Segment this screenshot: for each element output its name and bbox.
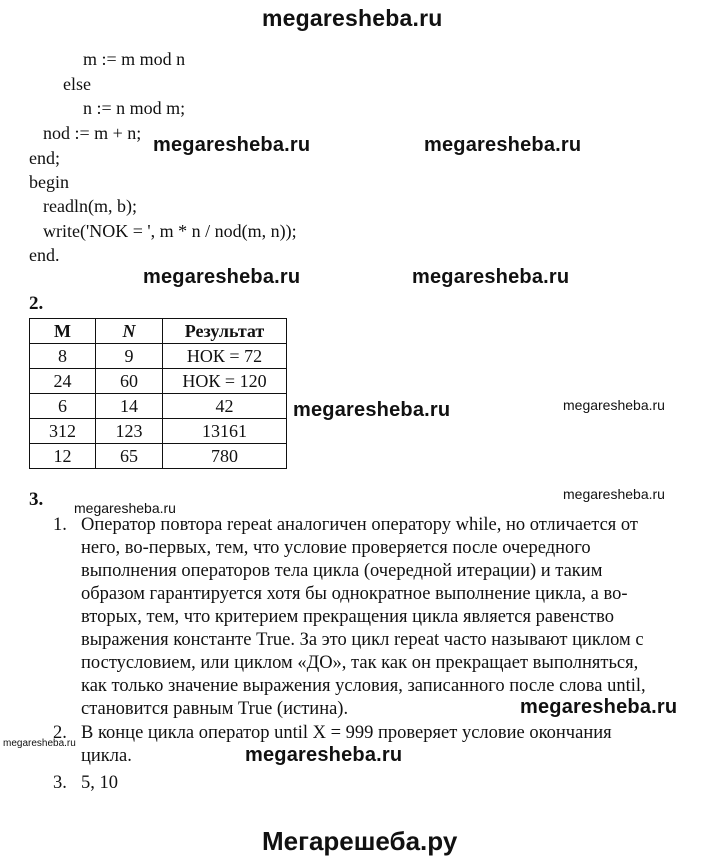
text-line: постусловием, или циклом «ДО», так как он прекращает выполняться, [81, 653, 639, 673]
watermark: megaresheba.ru [424, 134, 582, 156]
list-item-number: 2. [53, 723, 67, 743]
watermark: megaresheba.ru [143, 266, 301, 288]
table-cell: 780 [163, 444, 287, 469]
text-line: выражения константе True. За это цикл repeat часто называют циклом с [81, 630, 644, 650]
table-row [30, 394, 287, 419]
text-line: цикла. [81, 746, 132, 766]
code-line: begin [29, 172, 69, 192]
table-header-row [30, 319, 287, 344]
code-line: else [63, 74, 91, 94]
code-line: n := n mod m; [83, 98, 186, 118]
watermark: megaresheba.ru [563, 486, 665, 502]
table-cell: 312 [30, 419, 96, 444]
text-line: 5, 10 [81, 773, 118, 793]
column-header-n: N [96, 319, 163, 344]
watermark: megaresheba.ru [563, 397, 665, 413]
code-line: write('NOK = ', m * n / nod(m, n)); [43, 221, 297, 241]
watermark: megaresheba.ru [245, 744, 403, 766]
table-cell: 6 [30, 394, 96, 419]
list-item [53, 514, 646, 721]
list-item-number: 3. [53, 773, 67, 793]
table-cell: 8 [30, 344, 96, 369]
table-cell: 65 [96, 444, 163, 469]
table-cell: НОК = 120 [163, 369, 287, 394]
watermark: megaresheba.ru [520, 696, 678, 718]
column-header-result: Результат [163, 319, 287, 344]
text-line: него, во-первых, тем, что условие проверяется после очередного [81, 538, 591, 558]
watermark: megaresheba.ru [153, 134, 311, 156]
table-row [30, 344, 287, 369]
text-line: Оператор повтора repeat аналогичен оператору while, но отличается от [81, 515, 639, 535]
watermark: megaresheba.ru [293, 399, 451, 421]
code-line: end; [29, 148, 60, 168]
table-cell: 9 [96, 344, 163, 369]
table-cell: 60 [96, 369, 163, 394]
table-cell: 42 [163, 394, 287, 419]
code-line: end. [29, 245, 60, 265]
text-line: выполнения операторов тела цикла (очередной итерации) и таким [81, 561, 603, 581]
footer-site-title: Мегарешеба.ру [262, 826, 458, 856]
text-line: становится равным True (истина). [81, 699, 349, 719]
text-line: образом гарантируется хотя бы однократное выполнение цикла, а во- [81, 584, 628, 604]
table-cell: 123 [96, 419, 163, 444]
section-2-number: 2. [29, 293, 44, 314]
table-cell: 12 [30, 444, 96, 469]
code-line: readln(m, b); [43, 196, 137, 216]
text-line: как только значение выражения условия, записанного после слова until, [81, 676, 646, 696]
table-row [30, 419, 287, 444]
table-cell: 14 [96, 394, 163, 419]
code-line: nod := m + n; [43, 123, 142, 143]
section-3-number: 3. [29, 489, 44, 510]
answer-list [53, 514, 646, 795]
watermark: megaresheba.ru [74, 500, 176, 516]
watermark: megaresheba.ru [3, 738, 76, 749]
results-table [29, 318, 287, 469]
list-item [53, 722, 646, 768]
table-cell: НОК = 72 [163, 344, 287, 369]
code-line: m := m mod n [83, 49, 186, 69]
header-site-title: megaresheba.ru [262, 5, 443, 31]
text-line: В конце цикла оператор until X = 999 проверяет условие окончания [81, 723, 612, 743]
text-line: вторых, тем, что критерием прекращения цикла является равенство [81, 607, 614, 627]
table-cell: 24 [30, 369, 96, 394]
column-header-m: M [30, 319, 96, 344]
list-item [53, 772, 646, 795]
table-row [30, 444, 287, 469]
table-row [30, 369, 287, 394]
watermark: megaresheba.ru [412, 266, 570, 288]
table-cell: 13161 [163, 419, 287, 444]
list-item-number: 1. [53, 515, 67, 535]
